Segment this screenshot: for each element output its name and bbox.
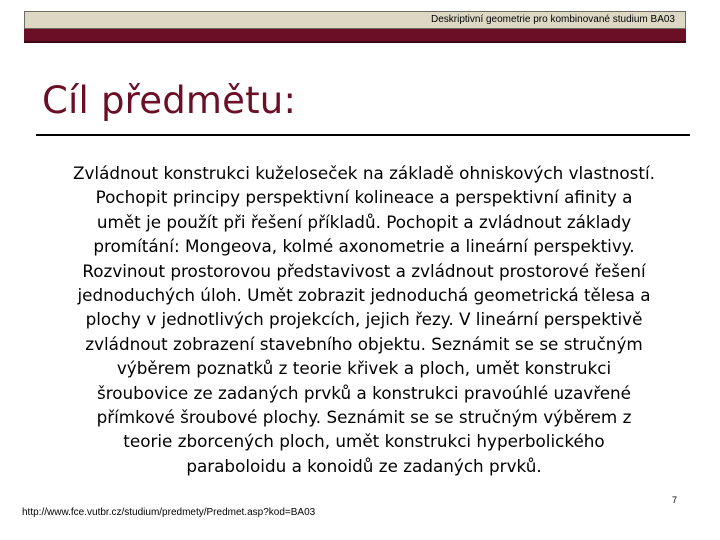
source-url: http://www.fce.vutbr.cz/studium/predmety/Predmet.asp?kod=BA03	[22, 507, 316, 518]
page-number: 7	[671, 495, 677, 505]
course-title: Deskriptivní geometrie pro kombinované studium BA03	[430, 14, 675, 25]
slide-title: Cíl předmětu:	[42, 79, 297, 122]
course-objective-text: Zvládnout konstrukci kuželoseček na základě ohniskových vlastností. Pochopit principy perspektivní kolineace a perspektivní afinity a umět je použít při řešení příkladů. Pochopit a zvládnout základy promítání: Mongeova, kolmé axonometrie a lineární perspektivy. Rozvinout prostorovou představivost a zvládnout prostorové řešení jednoduchých úloh. Umět zobrazit jednoduchá geometrická tělesa a plochy v jednotlivých projekcích, jejich řezy. V lineární perspektivě zvládnout zobrazení stavebního objektu. Seznámit se se stručným výběrem poznatků z teorie křivek a ploch, umět konstrukci šroubovice ze zadaných prvků a konstrukci pravoúhlé uzavřené přímkové šroubové plochy. Seznámit se se stručným výběrem z teorie zborcených ploch, umět konstrukci hyperbolického paraboloidu a konoidů ze zadaných prvků.	[72, 163, 655, 476]
header-stripe-edge	[24, 41, 686, 43]
header-bar	[24, 11, 686, 29]
header-accent-stripe	[24, 29, 686, 41]
title-divider	[36, 134, 690, 136]
